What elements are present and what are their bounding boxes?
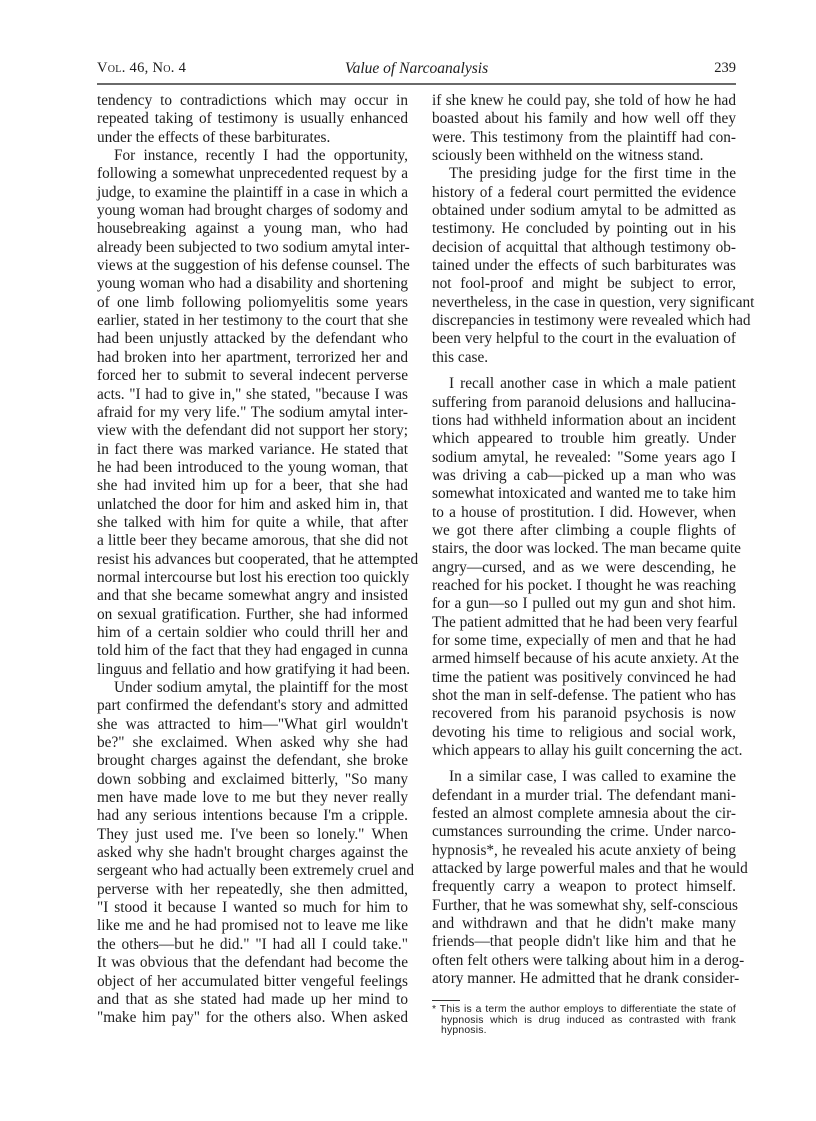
text-line: was driving a cab—picked up a man who was xyxy=(432,466,736,484)
paragraph xyxy=(432,165,755,367)
text-line: to a house of prostitution. I did. However, when xyxy=(432,503,736,521)
text-line: time the patient was positively convinced he had xyxy=(432,668,736,686)
text-line: Under sodium amytal, the plaintiff for the most xyxy=(114,679,408,696)
text-line: under the effects of these barbiturates. xyxy=(97,128,331,146)
text-line: hypnosis*, he revealed his acute anxiety of being xyxy=(432,841,736,859)
text-line: be?" she exclaimed. When asked why she had xyxy=(97,734,408,752)
text-line: perverse with her repeatedly, she then admitted, xyxy=(97,880,408,898)
text-line: this case. xyxy=(432,348,489,366)
text-line: It was obvious that the defendant had become the xyxy=(97,954,408,972)
text-line: afraid for my very life." The sodium amytal inter- xyxy=(97,403,408,421)
text-line: acts. "I had to give in," she stated, "because I was xyxy=(97,385,408,403)
text-line: reached for his pocket. I thought he was reaching xyxy=(432,576,736,594)
text-line: The patient admitted that he had been very fearful xyxy=(432,613,738,631)
text-line: been very helpful to the court in the evaluation of xyxy=(432,330,736,348)
text-line: often felt others were talking about him in a derog- xyxy=(432,951,745,969)
paragraph xyxy=(97,92,408,147)
paragraph xyxy=(97,147,419,679)
text-line: shot the man in self-defense. The patient who has xyxy=(432,687,736,704)
text-line: men have made love to me but they never really xyxy=(97,789,408,807)
text-line: boasted about his family and how well off they xyxy=(432,110,736,128)
paragraph xyxy=(432,768,748,988)
text-line: which appeared to trouble him greatly. Under xyxy=(432,430,736,448)
text-line: and that as she stated had made up her mind to xyxy=(97,990,408,1008)
text-line: Further, that he was somewhat shy, self-conscious xyxy=(432,896,738,914)
text-line: asked why she hadn't brought charges against the xyxy=(97,844,408,862)
footnote-rule xyxy=(432,1000,460,1001)
text-line: for some time, expecially of men and that he had xyxy=(432,631,736,649)
text-line: earlier, stated in her testimony to the court that she xyxy=(97,312,408,330)
text-line: "make him pay" for the others also. When asked xyxy=(97,1009,408,1027)
text-line: frequently carry a weapon to protect himself. xyxy=(432,878,736,896)
text-line: tions had withheld information about an incident xyxy=(432,411,736,429)
text-line: the others—but he did." "I had all I could take." xyxy=(97,935,408,953)
text-line: suffering from paranoid delusions and hallucina- xyxy=(432,393,736,411)
text-line: brought charges against the defendant, she broke xyxy=(97,752,408,770)
text-line: attacked by large powerful males and that he would xyxy=(432,860,748,878)
text-line: tained under the effects of such barbiturates was xyxy=(432,257,736,275)
left-column xyxy=(97,92,419,1028)
text-line: recovered from his paranoid psychosis is now xyxy=(432,705,736,723)
text-line: and that she became somewhat angry and insisted xyxy=(97,587,408,605)
page-number: 239 xyxy=(714,60,736,76)
text-line: nevertheless, in the case in question, very significant xyxy=(432,293,755,311)
paragraph xyxy=(97,679,414,1028)
text-line: young woman who had a disability and shortening xyxy=(97,275,408,293)
footnote-line: hypnosis. xyxy=(441,1025,487,1036)
running-header xyxy=(97,60,736,80)
text-line: cumstances surrounding the crime. Under narco- xyxy=(432,823,736,841)
text-line: she had invited him up for a beer, that she had xyxy=(97,477,408,495)
text-line: testimony. He concluded by pointing out in his xyxy=(432,220,736,238)
text-line: told him of the fact that they had engaged in cunna xyxy=(97,642,408,660)
volume-number: Vol. 46, No. 4 xyxy=(97,60,187,76)
paragraph xyxy=(432,92,736,165)
text-line: had been unjustly attacked by the defendant who xyxy=(97,330,408,348)
text-line: armed himself because of his acute anxiety. At the xyxy=(432,650,739,668)
text-line: repeated taking of testimony is usually enhanced xyxy=(97,110,408,128)
text-line: view with the defendant did not support her story; xyxy=(97,422,408,440)
footnote xyxy=(432,1005,736,1037)
text-line: angry—cursed, and as we were descending, he xyxy=(432,558,736,576)
text-line: if she knew he could pay, she told of how he had xyxy=(432,92,736,109)
text-line: of one limb following poliomyelitis some years xyxy=(97,293,408,311)
text-line: sergeant who had actually been extremely cruel and xyxy=(97,862,414,880)
text-line: obtained under sodium amytal to be admitted as xyxy=(432,202,736,220)
text-line: down sobbing and exclaimed bitterly, "So many xyxy=(97,770,408,788)
text-line: They just used me. I've been so lonely." When xyxy=(97,825,408,843)
text-line: sciously been withheld on the witness stand. xyxy=(432,147,704,165)
text-line: young woman had brought charges of sodomy and xyxy=(97,202,408,220)
text-line: decision of acquittal that although testimony ob- xyxy=(432,238,736,256)
text-line: resist his advances but cooperated, that he attempted xyxy=(97,550,419,568)
text-line: unlatched the door for him and asked him in, that xyxy=(97,495,408,513)
text-line: forced her to submit to several indecent perverse xyxy=(97,367,408,385)
text-line: friends—that people didn't like him and that he xyxy=(432,933,736,951)
text-line: already been subjected to two sodium amytal inter- xyxy=(97,238,410,256)
text-line: not fool-proof and might be subject to error, xyxy=(432,275,736,293)
text-line: housebreaking against a young man, who had xyxy=(97,220,408,238)
text-line: had any serious intentions because I'm a cripple. xyxy=(97,807,408,825)
text-line: linguus and fellatio and how gratifying it had been. xyxy=(97,660,411,678)
text-line: part confirmed the defendant's story and admitted xyxy=(97,697,408,715)
header-rule xyxy=(97,83,736,85)
footnote-line: * This is a term the author employs to differentiate the state of xyxy=(432,1004,736,1015)
text-line: history of a federal court permitted the evidence xyxy=(432,183,736,201)
text-line: atory manner. He admitted that he drank consider- xyxy=(432,970,740,988)
text-line: normal intercourse but lost his erection too quickly xyxy=(97,568,410,586)
right-column xyxy=(432,92,755,989)
text-line: on sexual gratification. Further, she had informed xyxy=(97,605,408,623)
text-line: somewhat intoxicated and wanted me to take him xyxy=(432,485,736,503)
running-title: Value of Narcoanalysis xyxy=(344,60,489,77)
text-line: views at the suggestion of his defense counsel. The xyxy=(97,257,410,275)
text-line: he had been introduced to the young woman, that xyxy=(97,458,408,476)
text-line: devoting his time to religious and social work, xyxy=(432,723,736,741)
text-line: tendency to contradictions which may occur in xyxy=(97,92,408,109)
text-line: object of her accumulated bitter vengeful feelings xyxy=(97,972,408,990)
text-line: fested an almost complete amnesia about the cir- xyxy=(432,805,736,823)
text-line: judge, to examine the plaintiff in a case in which a xyxy=(97,183,408,201)
text-line: defendant in a murder trial. The defendant mani- xyxy=(432,786,736,804)
text-line: following a somewhat unprecedented request by a xyxy=(97,165,408,183)
text-line: The presiding judge for the first time in the xyxy=(449,165,736,183)
text-line: I recall another case in which a male patient xyxy=(449,375,736,393)
text-line: In a similar case, I was called to examine the xyxy=(449,768,736,786)
text-line: we got there after climbing a couple flights of xyxy=(432,521,736,539)
text-line: For instance, recently I had the opportunity, xyxy=(114,147,408,165)
text-line: had broken into her apartment, terrorized her and xyxy=(97,348,408,366)
text-line: which appears to allay his guilt concerning the act. xyxy=(432,742,743,760)
text-line: "I stood it because I wanted so much for him to xyxy=(97,899,408,917)
text-line: a little beer they became amorous, that she did not xyxy=(97,532,408,550)
text-line: discrepancies in testimony were revealed which had xyxy=(432,312,751,330)
footnote-line: hypnosis which is drug induced as contrasted with frank xyxy=(441,1014,736,1026)
text-line: him of a certain soldier who could thrill her and xyxy=(97,623,408,641)
paragraph xyxy=(432,375,743,760)
text-line: for a gun—so I pulled out my gun and shot him. xyxy=(432,595,736,613)
text-line: like me and he had promised not to leave me like xyxy=(97,917,408,935)
text-line: sodium amytal, he revealed: "Some years ago I xyxy=(432,448,736,466)
text-line: were. This testimony from the plaintiff had con- xyxy=(432,128,736,146)
text-line: she was attracted to him—"What girl wouldn't xyxy=(97,715,408,733)
text-line: she talked with him for quite a while, that after xyxy=(97,513,408,531)
text-line: in fact there was marked variance. He stated that xyxy=(97,440,408,458)
text-line: and withdrawn and that he didn't make many xyxy=(432,915,736,933)
text-line: stairs, the door was locked. The man became quite xyxy=(432,540,741,558)
